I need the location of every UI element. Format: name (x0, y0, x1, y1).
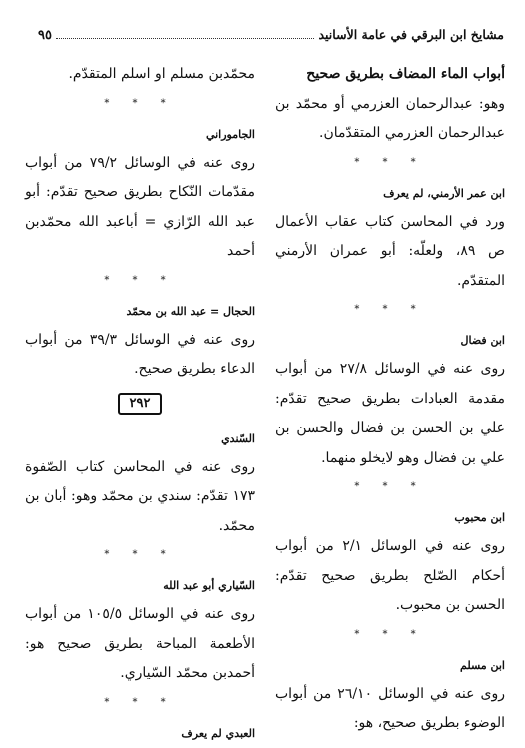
entry-heading: السّياري أبو عبد الله (163, 579, 255, 592)
section-separator: * * * (354, 628, 426, 640)
entry-heading: ابن محبوب (454, 511, 505, 524)
paragraph: أبواب الماء المضاف بطريق صحيح (306, 66, 505, 82)
paragraph: ورد في المحاسن كتاب عقاب الأعمال ص ٨٩، ولعلّه: أبو عمران الأرمني المتقدّم. (275, 213, 505, 289)
section-separator: * * * (354, 481, 426, 492)
section-separator: * * * (104, 696, 176, 708)
running-header (38, 26, 504, 48)
entry-heading: ابن فضال (460, 334, 505, 347)
section-separator: * * * (354, 156, 426, 168)
paragraph: روى عنه في الوسائل ٣٩/٣ من أبواب الدعاء بطريق صحيح. (25, 331, 255, 377)
paragraph: روى عنه في المحاسن كتاب الصّفوة ١٧٣ تقدّم: سندي بن محمّد وهو: أبان بن محمّد. (25, 458, 255, 534)
entry-heading: الحجال = عبد الله بن محمّد (126, 304, 255, 318)
paragraph: وهو: عبدالرحمان العزرمي أو محمّد بن عبدالرحمان العزرمي المتقدّمان. (275, 95, 505, 141)
right-column (275, 60, 505, 739)
page-marker-box: ٢٩٢ (118, 393, 163, 415)
entry-heading: ابن مسلم (460, 658, 505, 672)
left-column (25, 60, 255, 748)
running-title: مشايخ ابن البرقي في عامة الأسانيد (318, 27, 504, 42)
paragraph: روى عنه في الوسائل ٧٩/٢ من أبواب مقدّمات النّكاح بطريق صحيح تقدّم: أبو عبد الله الرّازي = أباعبد الله محمّدبن أحمد (25, 154, 255, 259)
paragraph: محمّدبن مسلم او اسلم المتقدّم. (68, 66, 255, 82)
section-separator: * * * (104, 97, 176, 109)
section-separator: * * * (104, 274, 176, 286)
leader-dots (56, 26, 315, 39)
page-marker-wrap (25, 385, 255, 419)
section-separator: * * * (104, 549, 176, 560)
entry-heading: ابن عمر الأرمني، لم يعرف (383, 186, 505, 200)
paragraph: روى عنه في الوسائل ١٠٥/٥ من أبواب الأطعمة المباحة بطريق صحيح هو: أحمدبن محمّد السّياري. (25, 606, 255, 681)
paragraph: روى عنه في الوسائل ٢٧/٨ من أبواب مقدمة العبادات بطريق صحيح تقدّم: علي بن الحسن بن فضال والحسن بن علي بن فضال وهو لايخلو منهما. (275, 361, 505, 466)
section-separator: * * * (354, 304, 426, 315)
entry-heading: الجاموراني (205, 127, 255, 141)
entry-heading: السّندي (221, 431, 255, 445)
paragraph: روى عنه في الوسائل ٢٦/١٠ من أبواب الوضوء بطريق صحيح، هو: (275, 685, 505, 731)
page-number: ٩٥ (38, 28, 52, 43)
entry-heading: العبدي لم يعرف (181, 726, 255, 740)
paragraph: روى عنه في الوسائل ٢/١ من أبواب أحكام الصّلح بطريق صحيح تقدّم: الحسن بن محبوب. (275, 538, 505, 613)
